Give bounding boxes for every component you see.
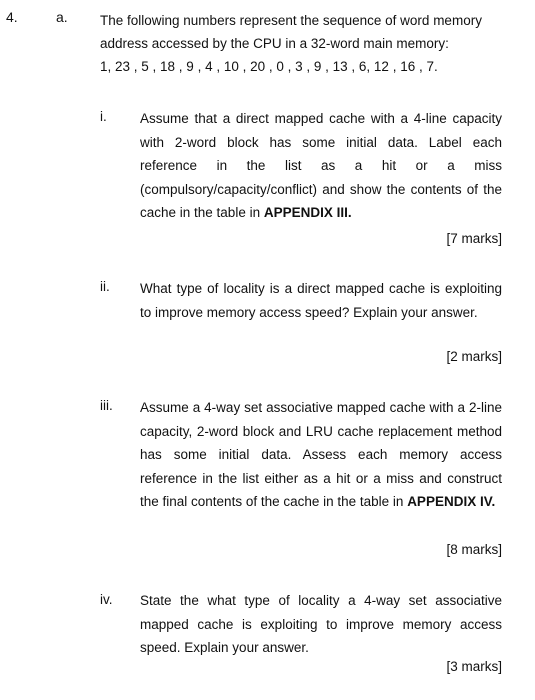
subquestion-i-text [140, 107, 502, 225]
intro-line-2: address accessed by the CPU in a 32-word main memory: [100, 36, 449, 51]
subquestion-iii-body: Assume a 4-way set associative mapped cache with a 2-line capacity, 2-word block and LRU cache replacement method has some initial data. Assess each memory access reference in the list either as a hit or a miss and construct the final contents of the cache in the table in [140, 400, 502, 509]
subquestion-numeral-i: i. [100, 109, 107, 124]
question-part-letter: a. [56, 9, 68, 25]
subquestion-i-marks: [7 marks] [446, 231, 502, 246]
subquestion-ii-body: What type of locality is a direct mapped cache is exploiting to improve memory access speed? Explain your answer. [140, 281, 502, 320]
subquestion-numeral-iv: iv. [100, 592, 113, 607]
subquestion-numeral-iii: iii. [100, 398, 113, 413]
subquestion-iii-text [140, 396, 502, 514]
subquestion-i-body: Assume that a direct mapped cache with a 4-line capacity with 2-word block has some initial data. Label each reference in the list as a hit or a miss (compulsory/capacity/conflict) and show the contents of the cache in the table in [140, 111, 502, 220]
subquestion-iv-body: State the what type of locality a 4-way set associative mapped cache is exploiting to improve memory access speed. Explain your answer. [140, 593, 502, 655]
intro-line-1: The following numbers represent the sequence of word memory [100, 13, 482, 28]
subquestion-numeral-ii: ii. [100, 279, 110, 294]
address-sequence: 1, 23 , 5 , 18 , 9 , 4 , 10 , 20 , 0 , 3 , 9 , 13 , 6, 12 , 16 , 7. [100, 59, 438, 74]
subquestion-iii-marks: [8 marks] [446, 542, 502, 557]
subquestion-iv-text [140, 589, 502, 660]
appendix-iv-reference: APPENDIX IV. [407, 494, 496, 509]
subquestion-iv-marks: [3 marks] [446, 659, 502, 674]
subquestion-ii-marks: [2 marks] [446, 349, 502, 364]
question-intro [100, 9, 510, 78]
question-number: 4. [6, 9, 18, 25]
subquestion-ii-text [140, 277, 502, 324]
appendix-iii-reference: APPENDIX III. [263, 205, 352, 220]
